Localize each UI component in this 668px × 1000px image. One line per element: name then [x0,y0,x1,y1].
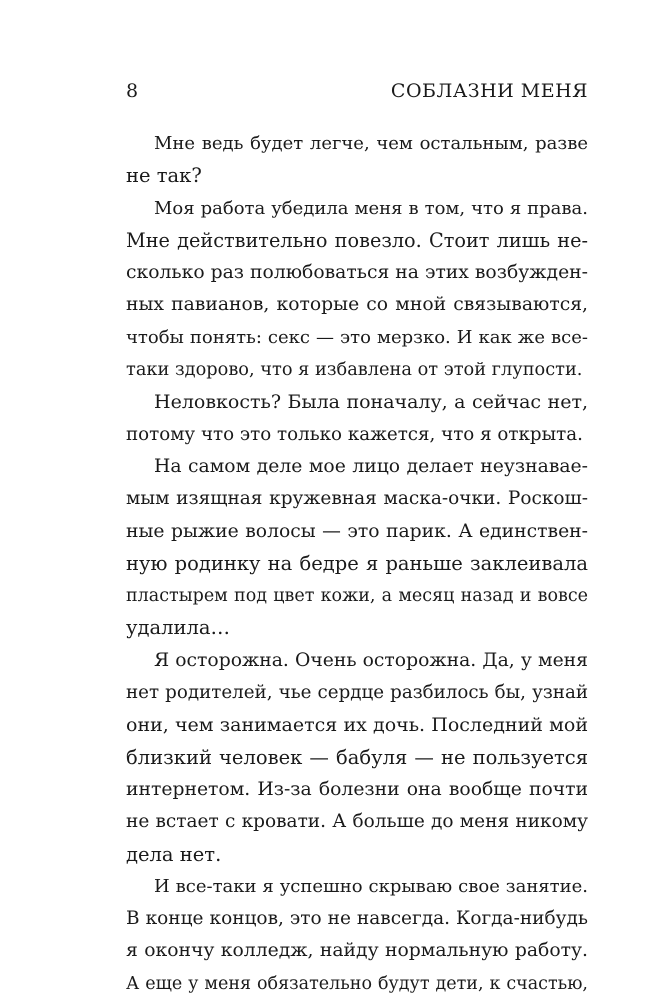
text-line: интернетом. Из-за болезни она вообще почти [126,778,588,800]
text-line: В конце концов, это не навсегда. Когда-нибудь [126,908,588,930]
text-line: И все-таки я успешно скрываю свое занятие. [154,875,588,897]
text-line: не так? [126,164,202,188]
text-line: нет родителей, чье сердце разбилось бы, узнай [126,682,588,704]
text-line: я окончу колледж, найду нормальную работу. [126,940,588,962]
text-line: А еще у меня обязательно будут дети, к счастью, [126,973,588,994]
text-line: ных павианов, которые со мной связываются, [126,294,588,316]
text-line: таки здорово, что я избавлена от этой глупости. [126,360,583,381]
text-line: не встает с кровати. А больше до меня никому [126,811,588,833]
text-line: Мне ведь будет легче, чем остальным, разве [154,133,588,154]
text-line: Мне действительно повезло. Стоит лишь не- [126,228,588,252]
text-line: На самом деле мое лицо делает неузнавае- [154,455,588,477]
text-line: чтобы понять: секс — это мерзко. И как же все- [126,326,588,348]
text-line: сколько раз полюбоваться на этих возбужден- [126,262,588,284]
page-number: 8 [126,80,139,102]
text-line: удалила… [126,616,231,640]
text-line: они, чем занимается их дочь. Последний мой [126,714,588,737]
body-text [126,128,588,1000]
text-line: дела нет. [126,842,222,866]
running-title: СОБЛАЗНИ МЕНЯ [390,80,588,102]
text-line: Неловкость? Была поначалу, а сейчас нет, [154,391,588,414]
text-line: Моя работа убедила меня в том, что я права. [154,197,588,219]
text-line: ную родинку на бедре я раньше заклеивала [126,551,588,575]
text-line: пластырем под цвет кожи, а месяц назад и вовсе [126,586,588,607]
text-line: потому что это только кажется, что я открыта. [126,423,583,445]
page-header [126,76,588,106]
text-line: близкий человек — бабуля — не пользуется [126,745,588,769]
text-line: мым изящная кружевная маска-очки. Роскош- [126,488,588,510]
text-line: Я осторожна. Очень осторожна. Да, у меня [154,649,588,671]
text-line: ные рыжие волосы — это парик. А единствен- [126,520,588,542]
